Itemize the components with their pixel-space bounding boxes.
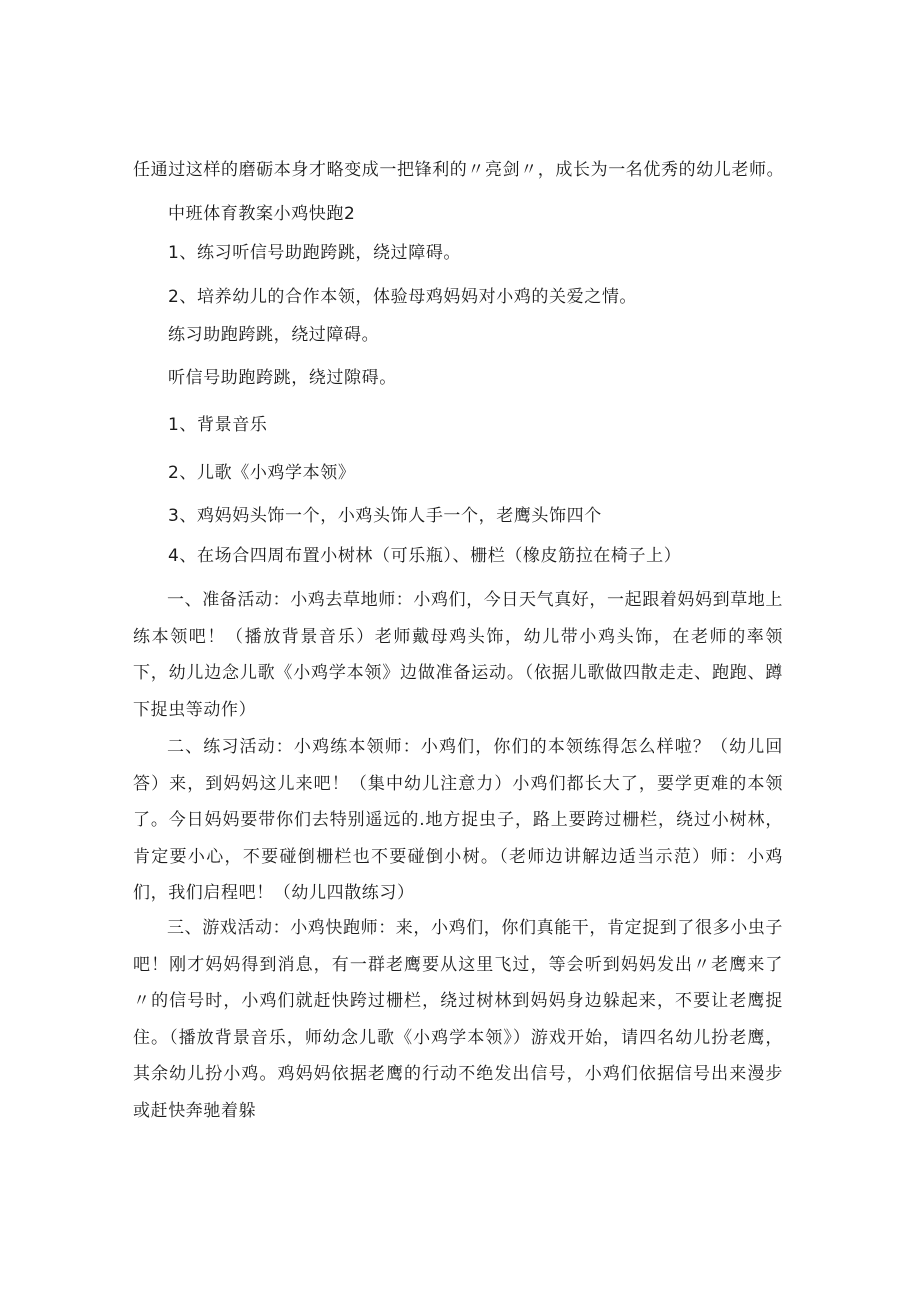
- material-item: 1、背景音乐: [168, 415, 268, 435]
- material-item: 2、儿歌《小鸡学本领》: [168, 463, 356, 483]
- section-title: 中班体育教案小鸡快跑2: [168, 204, 356, 224]
- activity-paragraph: 三、游戏活动：小鸡快跑师：来，小鸡们，你们真能干，肯定捉到了很多小虫子吧！刚才妈妈得到消息，有一群老鹰要从这里飞过，等会听到妈妈发出〃老鹰来了〃的信号时，小鸡们就赶快跨过栅栏，绕过树林到妈妈身边躲起来，不要让老鹰捉住。（播放背景音乐，师幼念儿歌《小鸡学本领》）游戏开始，请四名幼儿扮老鹰，其余幼儿扮小鸡。鸡妈妈依据老鹰的行动不绝发出信号，小鸡们依据信号出来漫步或赶快奔驰着躲: [133, 918, 783, 1121]
- goal-item: 1、练习听信号助跑跨跳，绕过障碍。: [168, 243, 462, 263]
- goal-item: 2、培养幼儿的合作本领，体验母鸡妈妈对小鸡的关爱之情。: [168, 287, 638, 307]
- activity-paragraph: 一、准备活动：小鸡去草地师：小鸡们，今日天气真好，一起跟着妈妈到草地上练本领吧！（播放背景音乐）老师戴母鸡头饰，幼儿带小鸡头饰，在老师的率领下，幼儿边念儿歌《小鸡学本领》边做准备运动。（依据儿歌做四散走走、跑跑、蹲下捉虫等动作）: [133, 590, 783, 720]
- activity-paragraph: 二、练习活动：小鸡练本领师：小鸡们，你们的本领练得怎么样啦？（幼儿回答）来，到妈妈这儿来吧！（集中幼儿注意力）小鸡们都长大了，要学更难的本领了。今日妈妈要带你们去特别遥远的.地方捉虫子，路上要跨过栅栏，绕过小树林，肯定要小心，不要碰倒栅栏也不要碰倒小树。（老师边讲解边适当示范）师：小鸡们，我们启程吧！（幼儿四散练习）: [133, 737, 783, 903]
- material-item: 4、在场合四周布置小树林（可乐瓶）、栅栏（橡皮筋拉在椅子上）: [168, 546, 682, 566]
- key-point: 练习助跑跨跳，绕过障碍。: [168, 325, 380, 345]
- opening-line: 任通过这样的磨砺本身才略变成一把锋利的〃亮剑〃，成长为一名优秀的幼儿老师。: [133, 160, 785, 180]
- difficulty: 听信号助跑跨跳，绕过隙碍。: [168, 368, 397, 388]
- material-item: 3、鸡妈妈头饰一个，小鸡头饰人手一个，老鹰头饰四个: [168, 506, 602, 526]
